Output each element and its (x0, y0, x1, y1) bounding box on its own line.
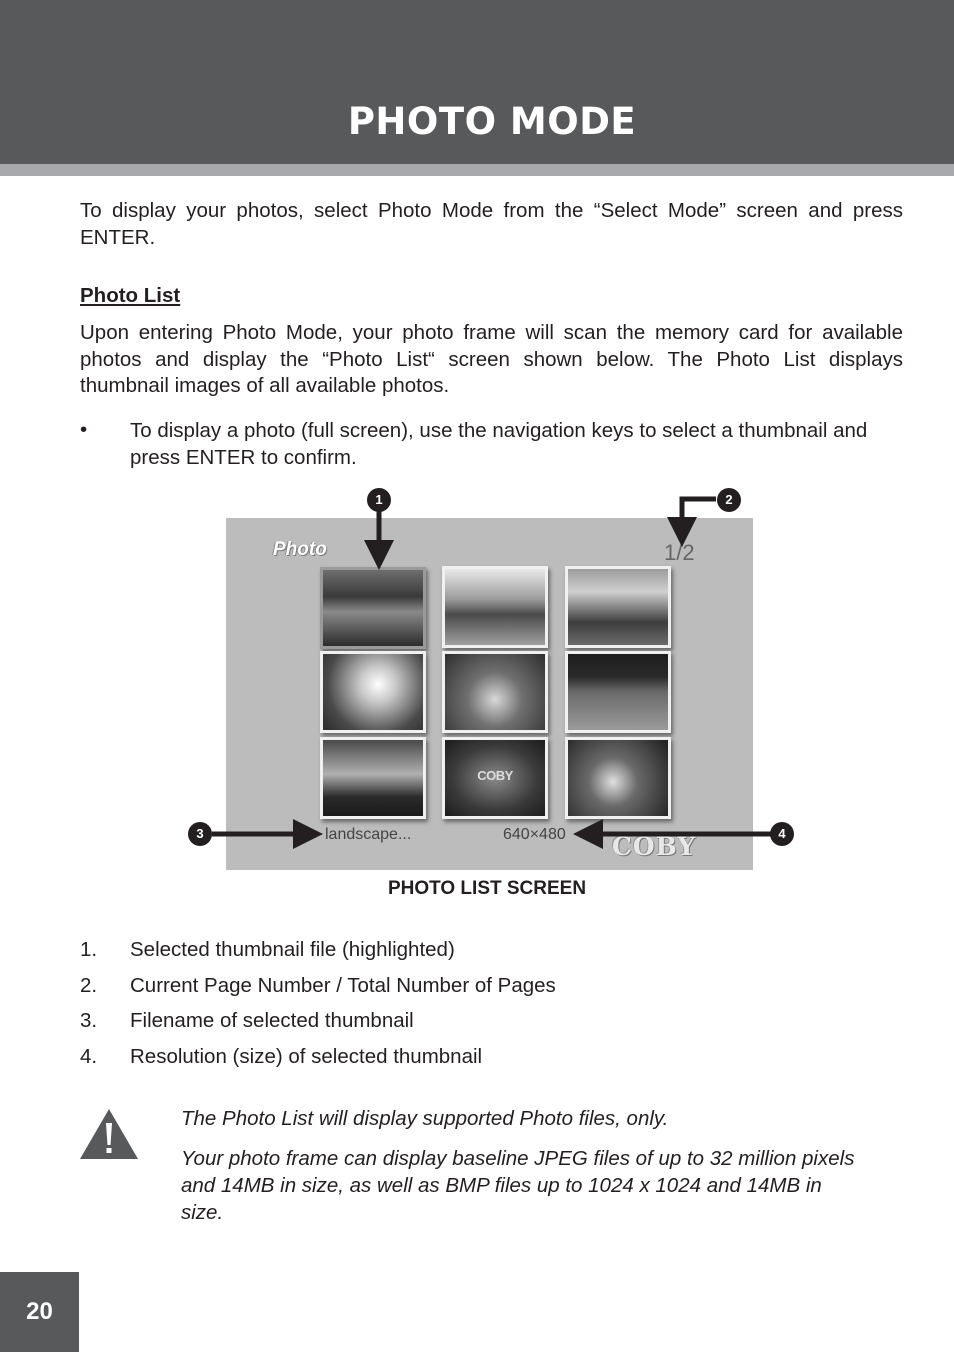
callout-badge-2: 2 (717, 488, 741, 512)
figure-caption: PHOTO LIST SCREEN (387, 878, 587, 899)
list-number: 2. (80, 973, 98, 997)
list-item (80, 973, 903, 1009)
list-number: 3. (80, 1009, 98, 1032)
photo-list-description: Upon entering Photo Mode, your photo frame will scan the memory card for available photos and display the “Photo List“ screen shown below. The Photo List displays thumbnail images of all available photos. (80, 321, 903, 397)
intro-paragraph: To display your photos, select Photo Mode from the “Select Mode” screen and press ENTER. (80, 199, 903, 249)
page-number: 20 (0, 1272, 79, 1352)
list-number: 1. (80, 938, 98, 961)
callout-badge-3: 3 (188, 822, 212, 846)
callout-legend (80, 937, 903, 1079)
callout-badge-1: 1 (367, 488, 391, 512)
list-text: Selected thumbnail file (highlighted) (130, 938, 455, 961)
warning-icon (78, 1107, 140, 1161)
section-heading-photo-list: Photo List (80, 284, 181, 307)
list-text: Current Page Number / Total Number of Pages (130, 973, 556, 997)
photo-list-figure (180, 480, 820, 880)
callout-arrow-2 (682, 499, 716, 532)
page-counter: 1/2 (664, 540, 695, 565)
callout-badge-4: 4 (770, 822, 794, 846)
thumbnail-logo-text: COBY (477, 768, 513, 783)
brand-logo: COBY (612, 832, 697, 861)
bullet-mark: • (80, 418, 88, 441)
bullet-instruction: To display a photo (full screen), use the navigation keys to select a thumbnail and press ENTER to confirm. (130, 419, 868, 469)
selected-filename: landscape... (325, 826, 412, 843)
list-text: Resolution (size) of selected thumbnail (130, 1044, 483, 1068)
list-item (80, 1008, 903, 1044)
note-file-limits: Your photo frame can display baseline JPEG files of up to 32 million pixels and 14MB in size, as well as BMP files up to 1024 x 1024 and 14MB in size. (181, 1147, 855, 1224)
callout-arrows (180, 480, 820, 880)
list-text: Filename of selected thumbnail (130, 1009, 414, 1032)
screen-title: Photo (273, 539, 327, 560)
list-item (80, 1044, 903, 1080)
header-stripe (0, 164, 954, 176)
selected-resolution: 640×480 (503, 826, 566, 843)
list-item (80, 937, 903, 973)
page-title: PHOTO MODE (347, 100, 637, 143)
list-number: 4. (80, 1044, 98, 1068)
note-supported-files: The Photo List will display supported Photo files, only. (181, 1107, 669, 1130)
